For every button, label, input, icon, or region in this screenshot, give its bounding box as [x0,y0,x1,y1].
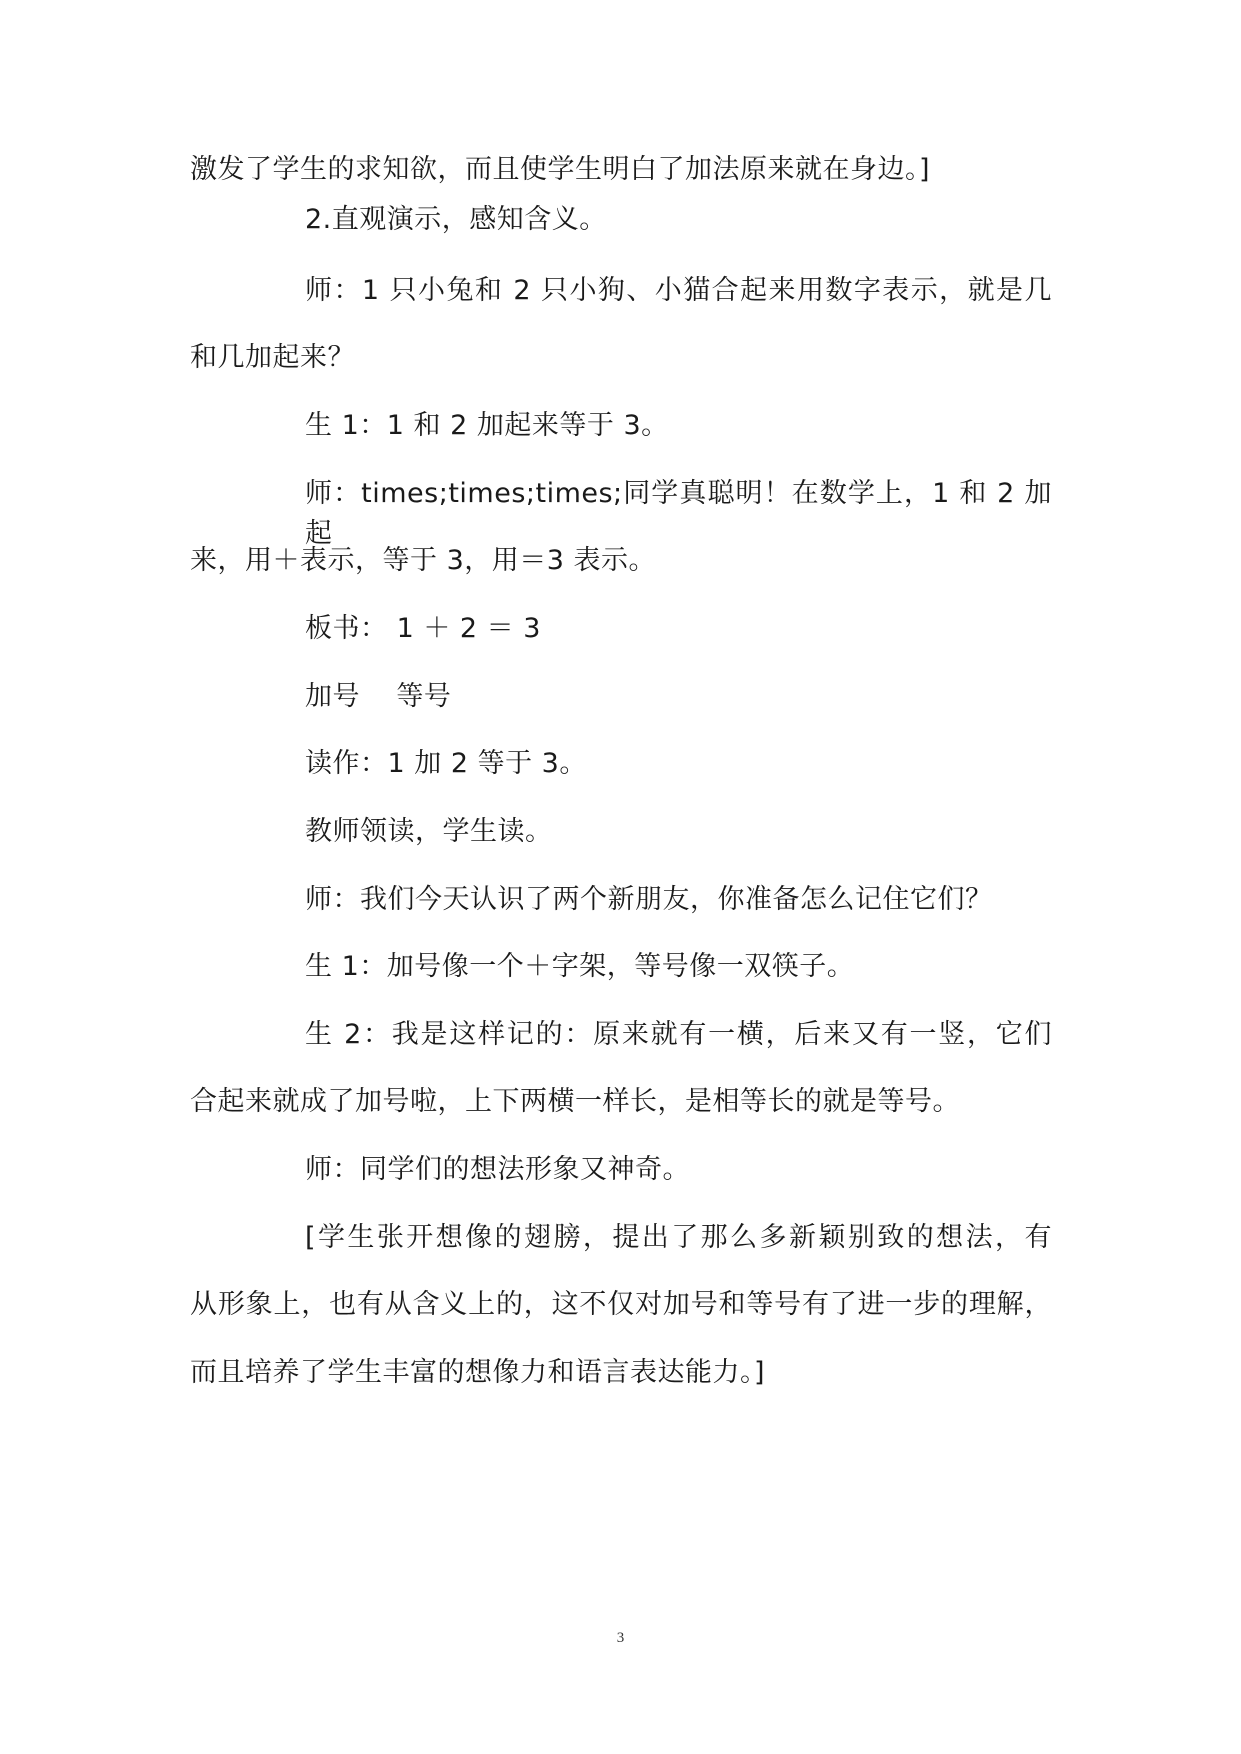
paragraph-line: 生 2：我是这样记的：原来就有一横，后来又有一竖，它们 [305,1019,1052,1050]
paragraph-line: 师：我们今天认识了两个新朋友，你准备怎么记住它们？ [305,884,993,915]
page-number: 3 [616,1630,625,1646]
paragraph-line: 激发了学生的求知欲，而且使学生明白了加法原来就在身边。] [190,154,931,185]
paragraph-line: 生 1：加号像一个＋字架，等号像一双筷子。 [305,951,855,982]
paragraph-line: 生 1：1 和 2 加起来等于 3。 [305,410,669,441]
paragraph-line: 合起来就成了加号啦，上下两横一样长，是相等长的就是等号。 [190,1086,960,1117]
paragraph-line: 读作：1 加 2 等于 3。 [305,748,587,779]
section-heading: 2.直观演示，感知含义。 [305,204,607,235]
paragraph-line: 教师领读，学生读。 [305,816,553,847]
paragraph-line: 来，用＋表示，等于 3，用＝3 表示。 [190,545,657,576]
paragraph-line: 而且培养了学生丰富的想像力和语言表达能力。] [190,1357,766,1388]
paragraph-line: 和几加起来？ [190,342,355,373]
paragraph-line: 师：同学们的想法形象又神奇。 [305,1154,690,1185]
blackboard-labels: 加号 等号 [305,681,452,712]
blackboard-line: 板书： 1 ＋ 2 ＝ 3 [305,613,541,644]
paragraph-line: 师：times;times;times;同学真聪明！在数学上，1 和 2 加起 [305,478,1052,549]
paragraph-line: 从形象上，也有从含义上的，这不仅对加号和等号有了进一步的理解， [190,1289,1052,1320]
paragraph-line: [学生张开想像的翅膀，提出了那么多新颖别致的想法，有 [305,1222,1052,1253]
paragraph-line: 师：1 只小兔和 2 只小狗、小猫合起来用数字表示，就是几 [305,275,1052,306]
